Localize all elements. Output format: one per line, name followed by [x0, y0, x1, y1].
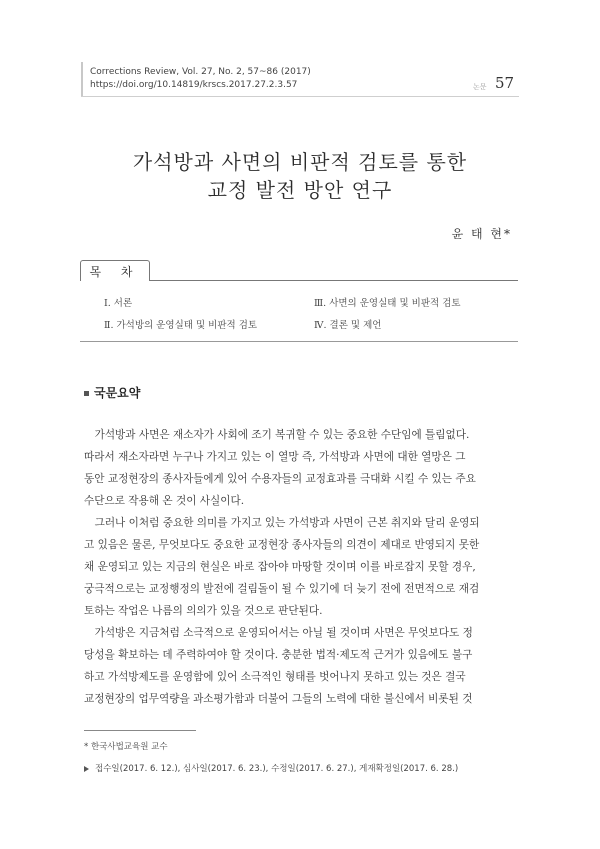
arrow-right-icon: [84, 766, 89, 772]
header-left-rule: [81, 62, 83, 96]
square-bullet-icon: [84, 391, 89, 396]
abstract-paragraph-1: [84, 424, 518, 512]
footnote-rule: [84, 730, 196, 731]
body-line: 가석방은 지금처럼 소극적으로 운영되어서는 아닐 될 것이며 사면은 무엇보다도 정: [84, 627, 473, 639]
toc-item-introduction[interactable]: Ⅰ. 서론: [104, 298, 133, 309]
body-line: 궁극적으로는 교정행정의 발전에 걸림돌이 될 수 있기에 더 늦기 전에 전면적으로 재검: [84, 583, 480, 595]
footnote-dates: [84, 762, 458, 774]
abstract-heading-text: 국문요약: [94, 386, 141, 400]
body-line: 동안 교정현장의 종사자들에게 있어 수용자들의 교정효과를 극대화 시킬 수 있는 주요: [84, 473, 476, 485]
body-line: 교정현장의 업무역량을 과소평가함과 더불어 그들의 노력에 대한 불신에서 비롯된 것: [84, 693, 473, 705]
body-line: 가석방과 사면은 재소자가 사회에 조기 복귀할 수 있는 중요한 수단임에 틀림없다.: [84, 429, 470, 441]
header-underline: [81, 96, 519, 97]
body-line: 수단으로 작용해 온 것이 사실이다.: [84, 495, 245, 507]
toc-item-parole[interactable]: Ⅱ. 가석방의 운영실태 및 비판적 검토: [104, 320, 258, 331]
toc-label: 목 차: [89, 265, 141, 279]
body-line: 토하는 작업은 나름의 의의가 있을 것으로 판단된다.: [84, 605, 323, 617]
body-line: 그러나 이처럼 중요한 의미를 가지고 있는 가석방과 사면이 근본 취지와 달리 운영되: [84, 517, 480, 529]
abstract-paragraph-3: [84, 622, 518, 710]
abstract-heading: [84, 384, 140, 401]
body-line: 채 운영되고 있는 지금의 현실은 바로 잡아야 마땅할 것이며 이를 바로잡지 못할 경우,: [84, 561, 476, 573]
page-number: 57: [495, 74, 515, 92]
abstract-paragraph-2: [84, 512, 518, 622]
author-name: 윤 태 현*: [451, 227, 512, 241]
journal-citation: Corrections Review, Vol. 27, No. 2, 57~86 (2017): [90, 67, 311, 77]
footnote-affiliation: * 한국사법교육원 교수: [84, 742, 168, 752]
toc-item-conclusion[interactable]: Ⅳ. 결론 및 제언: [314, 320, 382, 331]
title-line-2: 교정 발전 방안 연구: [207, 178, 393, 202]
body-line: 당성을 확보하는 데 주력하여야 할 것이다. 충분한 법적·제도적 근거가 있음에도 불구: [84, 649, 473, 661]
body-line: 하고 가석방제도를 운영함에 있어 소극적인 형태를 벗어나지 못하고 있는 것은 결국: [84, 671, 466, 683]
doi-link[interactable]: https://doi.org/10.14819/krscs.2017.27.2.3.57: [90, 80, 298, 90]
footnote-dates-text: 접수일(2017. 6. 12.), 심사일(2017. 6. 23.), 수정일(2017. 6. 27.), 게재확정일(2017. 6. 28.): [95, 764, 459, 774]
body-line: 고 있음은 물론, 무엇보다도 중요한 교정현장 종사자들의 의견이 제대로 반영되지 못한: [84, 539, 480, 551]
page-mark: 논문: [473, 83, 487, 91]
toc-box: [80, 280, 518, 342]
toc-tab: [80, 260, 150, 281]
toc-item-pardon[interactable]: Ⅲ. 사면의 운영실태 및 비판적 검토: [314, 298, 461, 309]
body-line: 따라서 재소자라면 누구나 가지고 있는 이 열망 즉, 가석방과 사면에 대한 열망은 그: [84, 451, 466, 463]
title-line-1: 가석방과 사면의 비판적 검토를 통한: [132, 150, 468, 174]
